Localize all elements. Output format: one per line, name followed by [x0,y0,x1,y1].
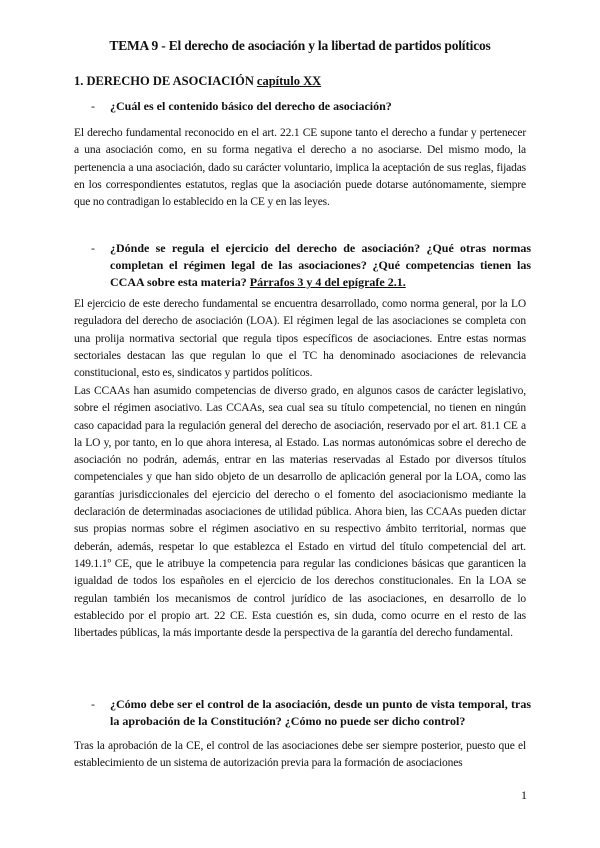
question-1 [91,98,531,115]
bullet-dash: - [91,697,95,711]
question-2-reference: Párrafos 3 y 4 del epígrafe 2.1. [249,275,406,289]
paragraph-1: El derecho fundamental reconocido en el art. 22.1 CE supone tanto el derecho a fundar y pertenecer a una asociación como, en su forma negativa el derecho a no asociarse. Del mismo modo, la pertenencia a una asociación, dado su carácter voluntario, implica la aceptación de sus reglas, fijadas en los correspondientes estatutos, reglas que la asociación puede dotarse autónomamente, siempre que no contradigan lo establecido en la CE y en las leyes. [74,127,526,209]
paragraph-4: Tras la aprobación de la CE, el control de las asociaciones debe ser siempre posterior, puesto que el establecimiento de un sistema de autorización previa para la formación de asociaciones [74,740,526,770]
bullet-dash: - [91,241,95,255]
question-3 [91,696,531,730]
chapter-link[interactable]: capítulo XX [256,74,322,88]
paragraph-2: El ejercicio de este derecho fundamental se encuentra desarrollado, como norma general, por la LO reguladora del derecho de asociación (LOA). El régimen legal de las asociaciones se completa con una prolija normativa sectorial que regula tipos específicos de asociaciones. Entre estas normas sectoriales destacan las que regulan lo que el TC ha denominado asociaciones de relevancia constitucional, esto es, sindicatos y partidos políticos. [74,298,526,380]
question-1-text: ¿Cuál es el contenido básico del derecho de asociación? [110,99,392,113]
section-heading-text: 1. DERECHO DE ASOCIACIÓN [74,74,254,88]
question-3-text: ¿Cómo debe ser el control de la asociación, desde un punto de vista temporal, tras la aprobación de la Constitución? ¿Cómo no puede ser dicho control? [110,697,531,728]
page-number: 1 [521,788,527,802]
question-2-text: ¿Dónde se regula el ejercicio del derecho de asociación? ¿Qué otras normas completan el régimen legal de las asociaciones? ¿Qué competencias tienen las CCAA sobre esta materia? [110,241,531,289]
paragraph-3: Las CCAAs han asumido competencias de diverso grado, en algunos casos de carácter legislativo, sobre el régimen asociativo. Las CCAAs, sea cual sea su título competencial, no tienen en ningún caso capacidad para la regulación general del derecho de asociación, reservado por el art. 81.1 CE a la LO y, por tanto, en lo que ahora interesa, al Estado. Las normas autonómicas sobre el derecho de asociación no podrán, además, entrar en las materias reservadas al Estado por diversos títulos competenciales y que han sido objeto de un desarrollo de aplicación general por la LOA, como las garantías jurisdiccionales del ejercicio del derecho o el fomento del asociacionismo mediante la declaración de determinadas asociaciones de utilidad pública. Ahora bien, las CCAAs pueden dictar sus propias normas sobre el régimen asociativo en su respectivo ámbito territorial, normas que deberán, además, respetar lo que establezca el Estado en virtud del título competencial del art. 149.1.1º CE, que le atribuye la competencia para regular las condiciones básicas que garanticen la igualdad de todos los españoles en el ejercicio de los derechos constitucionales. En la LOA se regulan también los mecanismos de control jurídico de las asociaciones, en desarrollo de lo establecido por el propio art. 22 CE. Esta cuestión es, sin duda, como ocurre en el resto de las libertades públicas, la más importante desde la perspectiva de la garantía del derecho fundamental. [74,385,526,640]
bullet-dash: - [91,99,95,113]
section-heading [74,74,321,89]
question-2 [91,240,531,291]
document-title: TEMA 9 - El derecho de asociación y la libertad de partidos políticos [109,38,491,53]
question-2-body [110,240,531,291]
